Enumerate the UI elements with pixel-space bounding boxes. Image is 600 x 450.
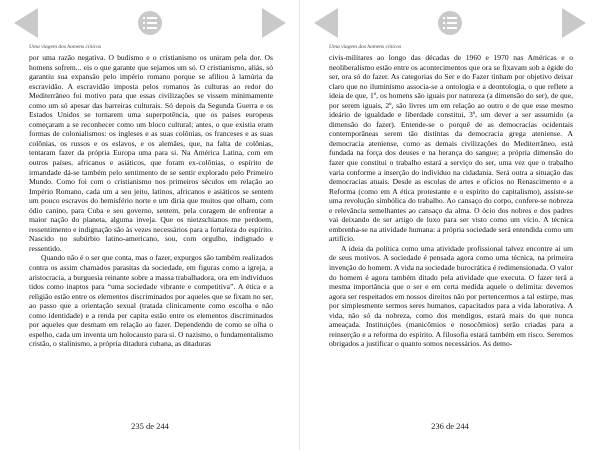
right-page-nav <box>300 8 600 40</box>
next-page-button[interactable] <box>562 8 586 38</box>
paragraph: A ideia da política como uma atividade profissional talvez encontre aí um de seus motivos. A sociedade é pensada agora como uma técnica, na primeira invenção do homem. A vida na sociedade burocrática é redimensionada. O valor do homem é agora também ditado pela atividade que executa. O fazer terá a mesma importância que o ser e em certa medida aquele o delimita: devemos agora ser respeitados em nossos direitos não por pertencermos a tal estirpe, mas por simplesmente sermos seres humanos, capacitados para a vida laborativa. A vida, não só da nobreza, como dos mendigos, estará mais do que nunca ameaçada. Instituições (manicômios e nosocômios) serão criadas para a reinserção e a reforma do espírito. A filosofia estará também em risco. Seremos obrigados a justificar o quanto somos necessários. As demo- <box>329 243 573 349</box>
menu-button[interactable] <box>138 11 162 35</box>
page-number: 236 de 244 <box>431 421 469 431</box>
running-header: Uma viagem dos homens cínicos <box>29 44 102 50</box>
next-page-button[interactable] <box>262 8 286 38</box>
previous-page-button[interactable] <box>14 8 38 38</box>
list-menu-icon <box>143 17 157 29</box>
list-menu-icon <box>443 17 457 29</box>
menu-button[interactable] <box>438 11 462 35</box>
paragraph: por uma razão negativa. O budismo e o cristianismo os uniram pela dor. Os homens sofrem... eis o que garante que sejamos um só. O cristianismo, aliás, só garantiu sua expansão pelo império romano porque se afiliou à lamúria da escravidão. A escravidão imposta pelos romanos às culturas ao redor do Mediterrâneo foi motivo para que essas civilizações se vissem minimamente como um só apesar das barreiras culturais. Só depois da Segunda Guerra e os Estados Unidos se tornarem uma superpotência, que os países europeus começaram a se reconhecer como um bloco cultural; antes, o que existia eram formas de colonialismos: os ingleses e as suas colônias, os franceses e as suas colônias, os russos e os eslavos, e os alemães, que, na falta de colônias, tentaram fazer da própria Europa uma para si. Na América Latina, com em outros países, africanos e asiáticos, que foram ex-colônias, o espírito de irmandade dá-se também pelo sentimento de se sentir explorado pelo Primeiro Mundo. Como foi com o cristianismo nos primeiros séculos em relação ao Império Romano, cada um a seu jeito, latinos, africanos e asiáticos se sentem um pouco escravos do hemisfério norte e um diria que muitos que olham, com ódio canino, para Cuba e seu governo, sentem, pela coragem de enfrentar a maior nação do planeta, alguma inveja. Que os nietzschianos me perdoem, ressentimento e indignação são às vezes necessários para a fortaleza do espírito. Nascido no subúrbio latino-americano, sou, com orgulho, indignado e ressentido. <box>29 53 273 253</box>
running-header: Uma viagem dos homens cínicos <box>329 44 402 50</box>
left-page-nav <box>0 8 300 40</box>
previous-page-button[interactable] <box>314 8 338 38</box>
paragraph: Quando não é o ser que conta, mas o fazer, expurgos são também realizados contra os assim chamados parasitas da sociedade, em figuras como a igreja, a aristocracia, a burguesia reinante sobre a massa trabalhadora, ora em indivíduos tidos como inaptos para “uma sociedade vibrante e competitiva”. A ética e a religião estão entre os elementos discriminados por aqueles que se fixam no ser, ao passo que a orientação sexual (tratada clinicamente como escolha e não como identidade) e a renda per capita estão entre os elementos discriminados por aqueles que desmam em relação ao fazer. Dependendo de como se olha o espelho, cada um inventa um holocausto para si. O nazismo, o fundamentalismo cristão, o stalinismo, a própria ditadura cubana, as ditaduras <box>29 253 273 349</box>
right-page <box>300 0 600 450</box>
page-body <box>329 53 573 413</box>
page-number: 235 de 244 <box>131 421 169 431</box>
paragraph: civis-militares ao longo das décadas de 1960 e 1970 nas Américas e o neoliberalismo estão entre os acontecimentos que ora se fixavam sob a égide do ser, ora só do fazer. As categorias do Ser e do Fazer tinham por objetivo deixar claro que no iluminismo associa-se a ontologia e a deontologia, o que reflete a ideia de que, 1º, os homens são iguais por natureza (a dimensão do ser), de que, por serem iguais, 2º, são livres um em relação ao outro e de que esse mesmo ideário de igualdade e liberdade constitui, 3º, um dever a ser assumido (a dimensão do fazer). Entende-se o porquê de as democracias ocidentais contemporâneas serem tão distintas da democracia grega ateniense. A democracia ateniense, como as demais civilizações do Mediterrâneo, está fundada na força dos deuses e na herança do sangue; a própria dimensão do fazer que constitui o trabalho estará a serviço do ser, uma vez que o trabalho varia conforme a inserção do indivíduo na cidadania. Será outra a situação das democracias atuais. Desde as escolas de artes e ofícios no Renascimento e a Reforma (como em A ética protestante e o espírito do capitalismo), assiste-se uma revolução simbólica do trabalho. Ao cansaço do corpo, confere-se nobreza e relevância semelhantes ao cansaço da alma. O ócio dos nobres e dos padres vai deixando de ser artigo de luxo para ser visto como um vício. A técnica embrenha-se na atividade humana: a própria sociedade será entendida como um artifício. <box>329 53 573 244</box>
page-body <box>29 53 273 413</box>
